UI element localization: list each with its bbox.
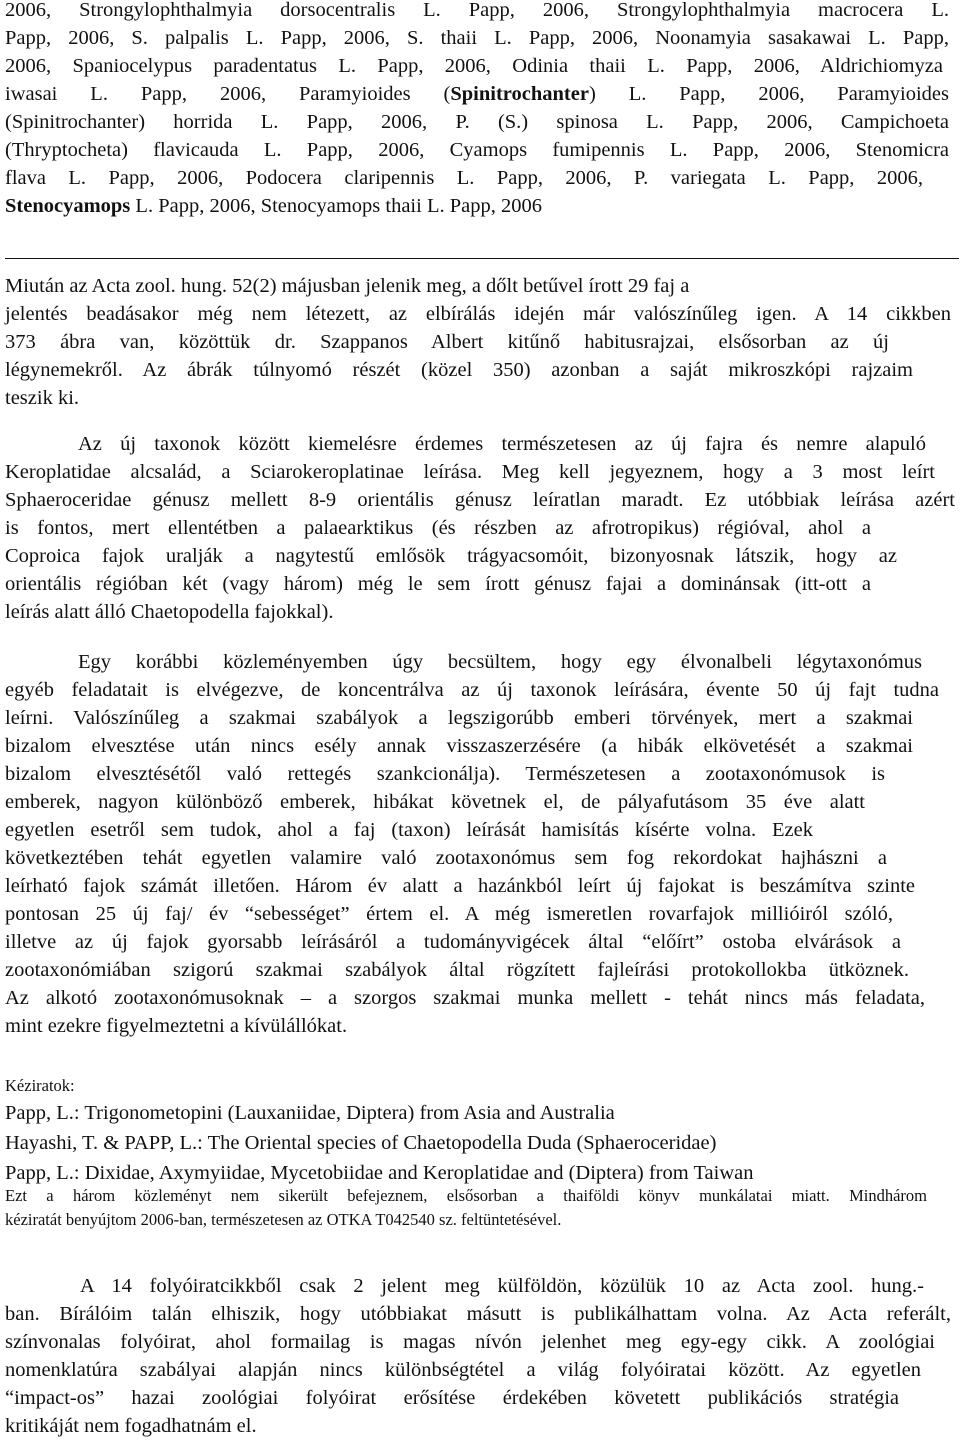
text-line: egyetlen esetről sem tudok, ahol a faj (taxon) leírását hamisítás kísérte volna. Ezek <box>5 819 813 841</box>
text-line: nomenklatúra szabályai alapján nincs különbségtétel a világ folyóiratai között. Az egyetlen <box>5 1359 921 1381</box>
text-line: illetve az új fajok gyorsabb leírásáról a tudományvigécek által “előírt” ostoba elvárások a <box>5 931 901 953</box>
species-line: Papp, 2006, S. palpalis L. Papp, 2006, S. thaii L. Papp, 2006, Noonamyia sasakawai L. Papp, <box>5 27 949 49</box>
species-line: Stenocyamops L. Papp, 2006, Stenocyamops thaii L. Papp, 2006 <box>5 195 542 217</box>
text-line: Sphaeroceridae génusz mellett 8-9 orientális génusz leíratlan maradt. Ez utóbbiak leírása azért <box>5 489 955 511</box>
text-line: is fontos, mert ellentétben a palaearktikus (és részben az afrotropikus) régióval, ahol a <box>5 517 871 539</box>
text-line: egyéb feladatait is elvégezve, de koncentrálva az új taxonok leírására, évente 50 új fajt tudna <box>5 679 939 701</box>
manuscript-item: Hayashi, T. & PAPP, L.: The Oriental species of Chaetopodella Duda (Sphaeroceridae) <box>5 1132 717 1154</box>
species-line: iwasai L. Papp, 2006, Paramyioides (Spinitrochanter) L. Papp, 2006, Paramyioides <box>5 83 949 105</box>
text-line: Egy korábbi közleményemben úgy becsültem, hogy egy élvonalbeli légytaxonómus <box>78 651 922 673</box>
text-line: következtében tehát egyetlen valamire való zootaxonómus sem fog rekordokat hajhászni a <box>5 847 887 869</box>
text-line: zootaxonómiában szigorú szakmai szabályok által rögzített fajleírási protokollokba ütköznek. <box>5 959 909 981</box>
text-line: Az új taxonok között kiemelésre érdemes természetesen az új fajra és nemre alapuló <box>78 433 926 455</box>
text-line: kritikáját nem fogadhatnám el. <box>5 1415 257 1437</box>
text-line: teszik ki. <box>5 387 80 409</box>
manuscript-item: Papp, L.: Dixidae, Axymyiidae, Mycetobiidae and Keroplatidae and (Diptera) from Taiwan <box>5 1162 754 1184</box>
text-line: 373 ábra van, közöttük dr. Szappanos Albert kitűnő habitusrajzai, elsősorban az új <box>5 331 889 353</box>
text-line: Miután az Acta zool. hung. 52(2) májusban jelenik meg, a dőlt betűvel írott 29 faj a <box>5 275 690 297</box>
genus-name-bold: Stenocyamops <box>5 195 131 217</box>
subgenus-name-bold: Spinitrochanter <box>450 83 589 105</box>
manuscripts-note: kéziratát benyújtom 2006-ban, természetesen az OTKA T042540 sz. feltüntetésével. <box>5 1210 562 1229</box>
species-line: (Spinitrochanter) horrida L. Papp, 2006, P. (S.) spinosa L. Papp, 2006, Campichoeta <box>5 111 949 133</box>
text-line: A 14 folyóiratcikkből csak 2 jelent meg külföldön, közülük 10 az Acta zool. hung.- <box>80 1275 924 1297</box>
text-line: színvonalas folyóirat, ahol formailag is magas nívón jelenhet meg egy-egy cikk. A zoológiai <box>5 1331 935 1353</box>
text-line: Coproica fajok uralják a nagytestű emlősök trágyacsomóit, bizonyosnak látszik, hogy az <box>5 545 897 567</box>
text-line: légynemekről. Az ábrák túlnyomó részét (közel 350) azonban a saját mikroszkópi rajzaim <box>5 359 913 381</box>
species-line: 2006, Spaniocelypus paradentatus L. Papp, 2006, Odinia thaii L. Papp, 2006, Aldrichiomyza <box>5 55 943 77</box>
species-line: (Thryptocheta) flavicauda L. Papp, 2006, Cyamops fumipennis L. Papp, 2006, Stenomicra <box>5 139 949 161</box>
text-line: leírható fajok számát illetően. Három év alatt a hazánkból leírt új fajokat is beszámítva szinte <box>5 875 915 897</box>
text-line: “impact-os” hazai zoológiai folyóirat erősítése érdekében követett publikációs stratégia <box>5 1387 899 1409</box>
text-line: pontosan 25 új faj/ év “sebességet” értem el. A még ismeretlen rovarfajok millióiról szóló, <box>5 903 893 925</box>
horizontal-rule <box>5 258 959 259</box>
text-line: leírni. Valószínűleg a szakmai szabályok a legszigorúbb emberi törvények, mert a szakmai <box>5 707 913 729</box>
text-line: orientális régióban két (vagy három) még le sem írott génusz fajai a dominánsak (itt-ott a <box>5 573 871 595</box>
text-line: ban. Bírálóim talán elhiszik, hogy utóbbiakat másutt is publikálhattam volna. Az Acta referált, <box>5 1303 951 1325</box>
text-line: Az alkotó zootaxonómusoknak – a szorgos szakmai munka mellett - tehát nincs más feladata, <box>5 987 925 1009</box>
text-line: leírás alatt álló Chaetopodella fajokkal). <box>5 601 334 623</box>
species-line: 2006, Strongylophthalmyia dorsocentralis L. Papp, 2006, Strongylophthalmyia macrocera L. <box>5 0 949 21</box>
text-line: bizalom elvesztése után nincs esély annak visszaszerzésére (a hibák elkövetését a szakmai <box>5 735 913 757</box>
text-line: bizalom elvesztésétől való rettegés szankcionálja). Természetesen a zootaxonómusok is <box>5 763 885 785</box>
manuscripts-heading: Kéziratok: <box>5 1076 75 1095</box>
species-line: flava L. Papp, 2006, Podocera claripennis L. Papp, 2006, P. variegata L. Papp, 2006, <box>5 167 923 189</box>
text-line: mint ezekre figyelmeztetni a kívülállókat. <box>5 1015 348 1037</box>
manuscript-item: Papp, L.: Trigonometopini (Lauxaniidae, Diptera) from Asia and Australia <box>5 1102 615 1124</box>
text-line: emberek, nagyon különböző emberek, hibákat követnek el, de pályafutásom 35 éve alatt <box>5 791 865 813</box>
text-line: jelentés beadásakor még nem létezett, az elbírálás idején már valószínűleg igen. A 14 cikkben <box>5 303 951 325</box>
text-line: Keroplatidae alcsalád, a Sciarokeroplatinae leírása. Meg kell jegyeznem, hogy a 3 most leírt <box>5 461 935 483</box>
manuscripts-note: Ezt a három közleményt nem sikerült befejeznem, elsősorban a thaiföldi könyv munkálatai miatt. Mindhárom <box>5 1186 927 1205</box>
